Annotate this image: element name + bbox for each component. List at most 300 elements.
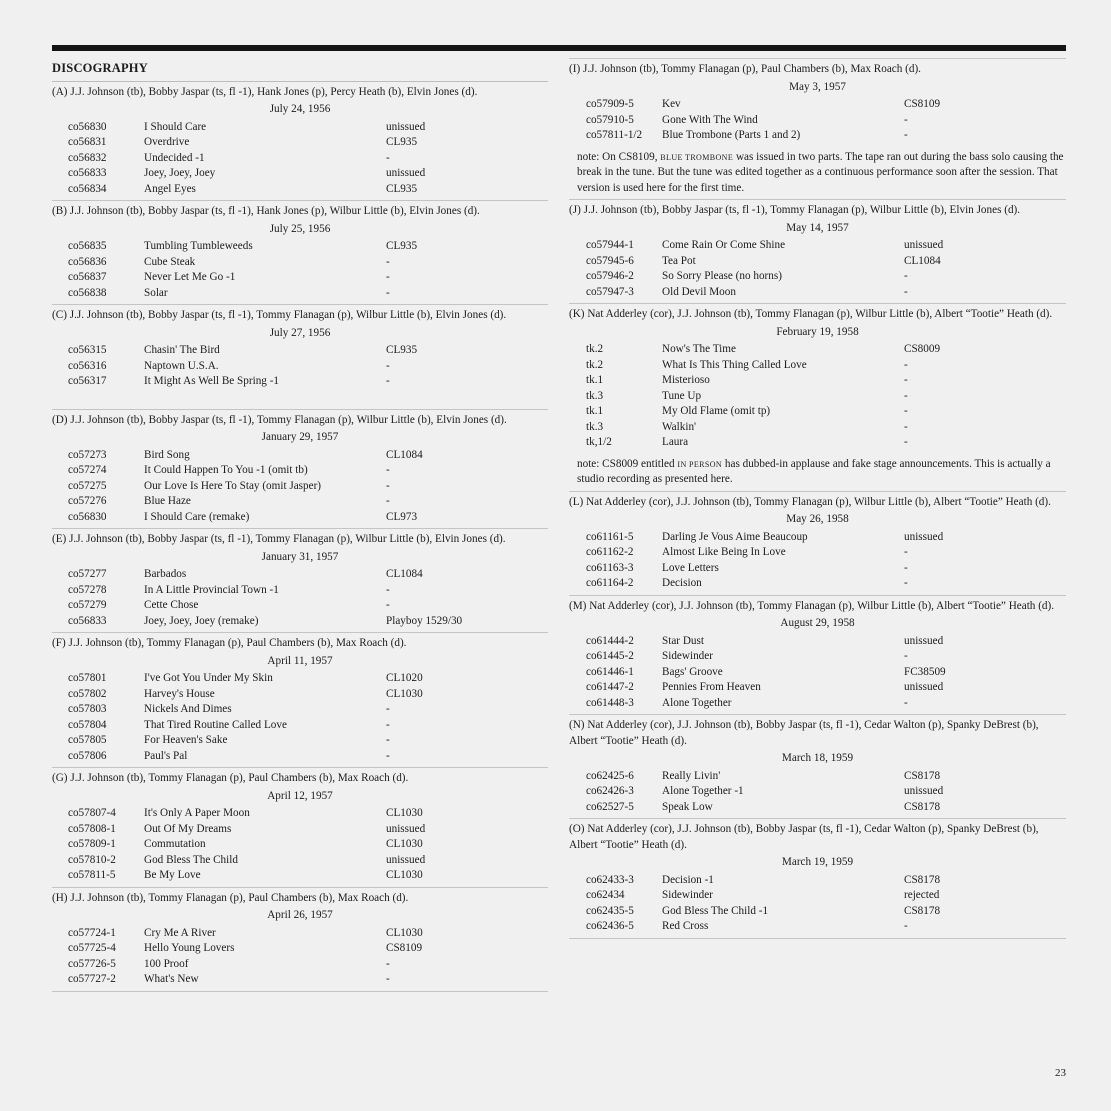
issue-number: - [904,696,908,709]
track-row [52,806,548,822]
track-row [52,463,548,479]
track-row [52,120,548,136]
session-date: January 29, 1957 [261,431,339,443]
matrix-number: co62435-5 [586,904,634,917]
matrix-number: co56833 [68,614,107,627]
track-title: Bags' Groove [662,665,723,678]
track-title: What's New [144,973,199,985]
track-title: Pennies From Heaven [662,681,761,693]
track-title: I Should Care (remake) [144,510,250,523]
session-block [569,715,1066,819]
issue-number: - [386,375,390,387]
session-date: May 14, 1957 [786,221,849,234]
track-title: Decision -1 [662,873,714,886]
matrix-number: co56837 [68,271,107,283]
issue-number: CS8109 [386,942,423,954]
matrix-number: co57910-5 [586,113,634,126]
track-title: Overdrive [144,136,190,148]
issue-number: - [386,495,390,507]
matrix-number: co57277 [68,568,107,580]
track-title: Bird Song [144,448,190,461]
session-block [52,768,548,888]
page-title: DISCOGRAPHY [52,61,548,82]
session-block [52,888,548,992]
track-title: Cube Steak [144,255,196,268]
session-date: April 26, 1957 [267,909,333,921]
session-block [569,200,1066,304]
issue-number: - [904,113,908,126]
track-row [569,680,1066,696]
issue-number: CL973 [386,510,418,523]
note-album-title: IN PERSON [677,459,723,469]
matrix-number: co56830 [68,120,107,133]
matrix-number: co61161-5 [586,530,634,543]
matrix-number: tk.3 [586,420,604,433]
issue-number: CS8178 [904,873,941,886]
matrix-number: co57945-6 [586,254,634,267]
track-row [52,614,548,630]
matrix-number: co62434 [586,889,625,901]
track-row [569,873,1066,889]
track-row [569,530,1066,546]
track-title: Blue Haze [144,495,191,507]
session-date: April 11, 1957 [267,654,333,667]
track-title: Love Letters [662,561,719,574]
track-title: I Should Care [144,120,207,133]
issue-number: CL1084 [386,448,423,461]
issue-number: Playboy 1529/30 [386,614,463,627]
track-title: God Bless The Child [144,853,238,866]
track-row [569,358,1066,374]
track-title: God Bless The Child -1 [662,904,769,917]
issue-number: - [904,920,908,932]
track-row [52,166,548,182]
track-row [52,598,548,614]
session-block [52,82,548,202]
track-row [569,389,1066,405]
session-date: May 26, 1958 [786,513,849,525]
track-row [569,404,1066,420]
session-personnel: (K) Nat Adderley (cor), J.J. Johnson (tb), Tommy Flanagan (p), Wilbur Little (b), Albert “Tootie” Heath (d). [569,308,1053,320]
track-row [569,285,1066,301]
session-personnel: (G) J.J. Johnson (tb), Tommy Flanagan (p), Paul Chambers (b), Max Roach (d). [52,772,409,784]
track-title: It Could Happen To You -1 (omit tb) [144,464,308,476]
issue-number: - [904,374,908,386]
issue-number: - [386,957,390,970]
session-date: August 29, 1958 [780,617,855,629]
matrix-number: tk.1 [586,374,604,386]
matrix-number: tk.2 [586,358,604,371]
track-title: Really Livin' [662,769,721,782]
issue-number: - [904,358,908,371]
track-row [569,665,1066,681]
issue-number: - [386,151,390,164]
matrix-number: co57801 [68,672,107,684]
issue-number: - [386,734,390,746]
session-personnel: (B) J.J. Johnson (tb), Bobby Jaspar (ts, fl -1), Hank Jones (p), Wilbur Little (b), Elvin Jones (d). [52,205,480,217]
matrix-number: co56833 [68,167,107,179]
issue-number: unissued [904,785,944,797]
track-title: Darling Je Vous Aime Beaucoup [662,530,808,543]
track-title: Be My Love [144,869,201,881]
note-text: note: CS8009 entitled [577,457,678,470]
issue-number: unissued [386,822,426,835]
matrix-number: co57808-1 [68,822,116,835]
matrix-number: co62426-3 [586,785,634,797]
matrix-number: co56315 [68,344,107,356]
session-block [569,304,1066,492]
track-title: That Tired Routine Called Love [144,718,287,731]
track-row [52,733,548,749]
session-personnel: (A) J.J. Johnson (tb), Bobby Jaspar (ts, fl -1), Hank Jones (p), Percy Heath (b), Elvin Jones (d). [52,85,478,98]
session-date: July 25, 1956 [269,222,331,235]
track-title: Tea Pot [662,254,696,267]
issue-number: - [386,359,390,372]
issue-number: CL1030 [386,869,423,881]
matrix-number: co57809-1 [68,838,116,850]
issue-number: - [904,420,908,433]
matrix-number: co56832 [68,151,107,164]
issue-number: unissued [386,853,426,866]
track-row [52,151,548,167]
matrix-number: co57276 [68,495,107,507]
note-text: note: On CS8109, [577,150,661,163]
track-title: Never Let Me Go -1 [144,271,236,283]
track-title: Naptown U.S.A. [144,359,219,372]
session-block [52,529,548,633]
matrix-number: co62433-3 [586,873,634,886]
issue-number: unissued [904,681,944,693]
track-title: Angel Eyes [144,182,196,195]
issue-number: unissued [904,530,944,543]
track-row [569,545,1066,561]
page-number: 23 [1055,1067,1066,1079]
track-title: Speak Low [662,800,713,813]
track-row [52,837,548,853]
issue-number: CS8178 [904,904,941,917]
track-title: Joey, Joey, Joey (remake) [144,614,259,627]
track-row [52,286,548,302]
track-title: Walkin' [662,420,697,433]
session-personnel: (H) J.J. Johnson (tb), Tommy Flanagan (p), Paul Chambers (b), Max Roach (d). [52,891,409,904]
issue-number: - [904,129,908,141]
track-title: My Old Flame (omit tp) [662,405,771,417]
issue-number: - [386,749,390,762]
track-title: Solar [144,286,168,299]
issue-number: - [386,255,390,268]
track-row [569,784,1066,800]
track-title: Commutation [144,838,206,850]
track-row [52,135,548,151]
track-row [52,182,548,198]
track-title: Out Of My Dreams [144,822,232,835]
track-row [569,373,1066,389]
track-title: Kev [662,98,681,110]
issue-number: - [904,546,908,558]
issue-number: unissued [386,167,426,179]
issue-number: - [386,583,390,596]
matrix-number: co57805 [68,734,107,746]
session-block [52,201,548,305]
session-personnel: (I) J.J. Johnson (tb), Tommy Flanagan (p), Paul Chambers (b), Max Roach (d). [569,63,921,75]
spacer [52,390,548,406]
track-title: What Is This Thing Called Love [662,358,807,371]
matrix-number: co57944-1 [586,239,634,251]
matrix-number: co57279 [68,599,107,611]
track-row [52,343,548,359]
matrix-number: co57804 [68,718,107,731]
track-row [569,342,1066,358]
left-sessions [52,82,548,992]
track-title: Sidewinder [662,889,713,901]
matrix-number: co56834 [68,182,107,195]
matrix-number: co57275 [68,479,107,492]
right-sessions [569,58,1066,939]
issue-number: CS8178 [904,769,941,782]
track-row [52,687,548,703]
track-row [52,941,548,957]
track-row [52,448,548,464]
track-row [52,957,548,973]
track-row [52,926,548,942]
track-row [52,718,548,734]
session-personnel: (L) Nat Adderley (cor), J.J. Johnson (tb), Tommy Flanagan (p), Wilbur Little (b), Albert “Tootie” Heath (d). [569,495,1051,508]
matrix-number: co56317 [68,375,107,387]
matrix-number: co57909-5 [586,98,634,110]
matrix-number: co57803 [68,703,107,715]
track-row [52,853,548,869]
matrix-number: co61445-2 [586,650,634,662]
track-title: Misterioso [662,374,710,386]
track-row [569,634,1066,650]
track-row [52,868,548,884]
issue-number: - [386,271,390,283]
track-row [52,255,548,271]
issue-number: - [386,703,390,715]
track-row [569,888,1066,904]
matrix-number: co57811-1/2 [586,129,643,141]
issue-number: unissued [386,120,426,133]
session-date: January 31, 1957 [261,550,339,563]
track-title: Nickels And Dimes [144,703,232,715]
track-row [52,972,548,988]
session-date: March 19, 1959 [781,856,854,868]
right-column [569,58,1066,939]
track-title: Almost Like Being In Love [662,546,786,558]
session-block [52,305,548,410]
track-row [569,238,1066,254]
issue-number: unissued [904,634,944,647]
track-row [52,374,548,390]
top-rule [52,45,1066,51]
track-row [52,749,548,765]
track-row [52,239,548,255]
track-row [52,494,548,510]
session-date: February 19, 1958 [776,325,859,338]
track-title: So Sorry Please (no horns) [662,270,782,282]
issue-number: CL1020 [386,672,423,684]
matrix-number: co61162-2 [586,546,634,558]
track-row [569,269,1066,285]
matrix-number: co61448-3 [586,696,634,709]
matrix-number: co57727-2 [68,973,116,985]
matrix-number: tk,1/2 [586,436,612,448]
session-note [569,150,1066,197]
track-row [569,919,1066,935]
issue-number: - [386,973,390,985]
session-block [52,633,548,768]
issue-number: - [904,561,908,574]
issue-number: CL935 [386,240,418,252]
session-date: July 27, 1956 [269,326,331,339]
track-row [569,769,1066,785]
issue-number: CS8009 [904,343,941,355]
track-title: Sidewinder [662,650,713,662]
track-title: Our Love Is Here To Stay (omit Jasper) [144,479,322,492]
track-title: Blue Trombone (Parts 1 and 2) [662,129,801,141]
track-title: Alone Together -1 [662,785,744,797]
track-title: Old Devil Moon [662,285,736,298]
track-row [569,800,1066,816]
track-row [569,561,1066,577]
issue-number: rejected [904,889,940,901]
issue-number: FC38509 [904,665,946,678]
issue-number: CL935 [386,182,418,195]
issue-number: - [904,270,908,282]
matrix-number: co61447-2 [586,681,634,693]
matrix-number: co62436-5 [586,920,634,932]
issue-number: - [904,650,908,662]
track-title: It Might As Well Be Spring -1 [144,375,280,387]
track-title: Tumbling Tumbleweeds [144,240,253,252]
track-title: Cry Me A River [144,926,216,939]
matrix-number: co57807-4 [68,807,116,819]
track-row [52,359,548,375]
session-personnel: (D) J.J. Johnson (tb), Bobby Jaspar (ts, fl -1), Tommy Flanagan (p), Wilbur Little (b), Elvin Jones (d). [52,413,507,426]
note-text: has dubbed-in applause and fake stage announcements. This is actually a studio recording as presented here. [577,457,1051,485]
session-block [52,410,548,530]
track-row [52,822,548,838]
issue-number: - [904,285,908,298]
issue-number: CS8109 [904,98,941,110]
issue-number: - [904,389,908,402]
matrix-number: co56830 [68,510,107,523]
left-column [52,58,548,992]
track-title: Decision [662,577,702,589]
session-block [569,596,1066,716]
issue-number: - [904,577,908,589]
issue-number: CL935 [386,136,418,148]
matrix-number: co57810-2 [68,853,116,866]
track-row [569,97,1066,113]
track-row [569,576,1066,592]
matrix-number: co56836 [68,255,107,268]
session-personnel: (F) J.J. Johnson (tb), Tommy Flanagan (p), Paul Chambers (b), Max Roach (d). [52,637,407,649]
track-row [569,113,1066,129]
matrix-number: co61164-2 [586,577,634,589]
issue-number: - [904,436,908,448]
matrix-number: co57811-5 [68,869,116,881]
track-title: 100 Proof [144,957,189,970]
session-date: March 18, 1959 [781,752,854,764]
track-title: Red Cross [662,920,709,932]
issue-number: CL1084 [904,254,941,267]
matrix-number: tk.1 [586,405,604,417]
issue-number: unissued [904,239,944,251]
track-row [569,254,1066,270]
session-personnel: (O) Nat Adderley (cor), J.J. Johnson (tb), Bobby Jaspar (ts, fl -1), Cedar Walton (p), Spanky DeBrest (b), Albert “Tootie” Heath (d). [569,823,1039,851]
matrix-number: co61446-1 [586,665,634,678]
track-title: Harvey's House [144,687,215,700]
track-row [52,270,548,286]
note-album-title: BLUE TROMBONE [660,152,734,162]
track-title: Barbados [144,568,187,580]
matrix-number: tk.3 [586,389,604,402]
issue-number: CS8178 [904,800,941,813]
matrix-number: co62527-5 [586,800,634,813]
track-title: Undecided -1 [144,151,205,164]
track-title: Star Dust [662,634,704,647]
session-note [569,457,1066,488]
matrix-number: co57724-1 [68,926,116,939]
track-row [52,702,548,718]
session-personnel: (C) J.J. Johnson (tb), Bobby Jaspar (ts, fl -1), Tommy Flanagan (p), Wilbur Little (b), Elvin Jones (d). [52,309,507,321]
issue-number: - [386,464,390,476]
track-title: Joey, Joey, Joey [144,167,216,179]
issue-number: - [386,718,390,731]
track-row [52,479,548,495]
matrix-number: co57726-5 [68,957,116,970]
track-title: Hello Young Lovers [144,942,235,954]
matrix-number: co57274 [68,464,107,476]
matrix-number: co61444-2 [586,634,634,647]
matrix-number: co57946-2 [586,270,634,282]
track-title: It's Only A Paper Moon [144,807,250,819]
matrix-number: co57273 [68,448,107,461]
track-title: Cette Chose [144,599,199,611]
track-row [52,671,548,687]
track-title: Tune Up [662,389,702,402]
track-row [52,510,548,526]
issue-number: CL1030 [386,807,423,819]
matrix-number: co56831 [68,136,107,148]
session-block [569,492,1066,596]
session-date: April 12, 1957 [267,789,333,802]
session-personnel: (M) Nat Adderley (cor), J.J. Johnson (tb), Tommy Flanagan (p), Wilbur Little (b), Albert “Tootie” Heath (d). [569,599,1055,612]
matrix-number: co57278 [68,583,107,596]
matrix-number: tk.2 [586,343,604,355]
issue-number: - [386,599,390,611]
track-row [569,420,1066,436]
issue-number: - [386,286,390,299]
matrix-number: co62425-6 [586,769,634,782]
matrix-number: co56316 [68,359,107,372]
track-title: Come Rain Or Come Shine [662,239,786,251]
issue-number: CL1030 [386,838,423,850]
matrix-number: co61163-3 [586,561,634,574]
matrix-number: co57725-4 [68,942,116,954]
session-personnel: (E) J.J. Johnson (tb), Bobby Jaspar (ts, fl -1), Tommy Flanagan (p), Wilbur Little (b), Elvin Jones (d). [52,533,506,545]
session-block [569,819,1066,939]
track-row [569,904,1066,920]
session-personnel: (J) J.J. Johnson (tb), Bobby Jaspar (ts, fl -1), Tommy Flanagan (p), Wilbur Little (b), Elvin Jones (d). [569,204,1021,216]
issue-number: CL1084 [386,568,423,580]
issue-number: CL1030 [386,926,423,939]
track-row [569,649,1066,665]
matrix-number: co57947-3 [586,285,634,298]
session-personnel: (N) Nat Adderley (cor), J.J. Johnson (tb), Bobby Jaspar (ts, fl -1), Cedar Walton (p), Spanky DeBrest (b), Albert “Tootie” Heath (d). [569,719,1039,747]
matrix-number: co56838 [68,286,107,299]
